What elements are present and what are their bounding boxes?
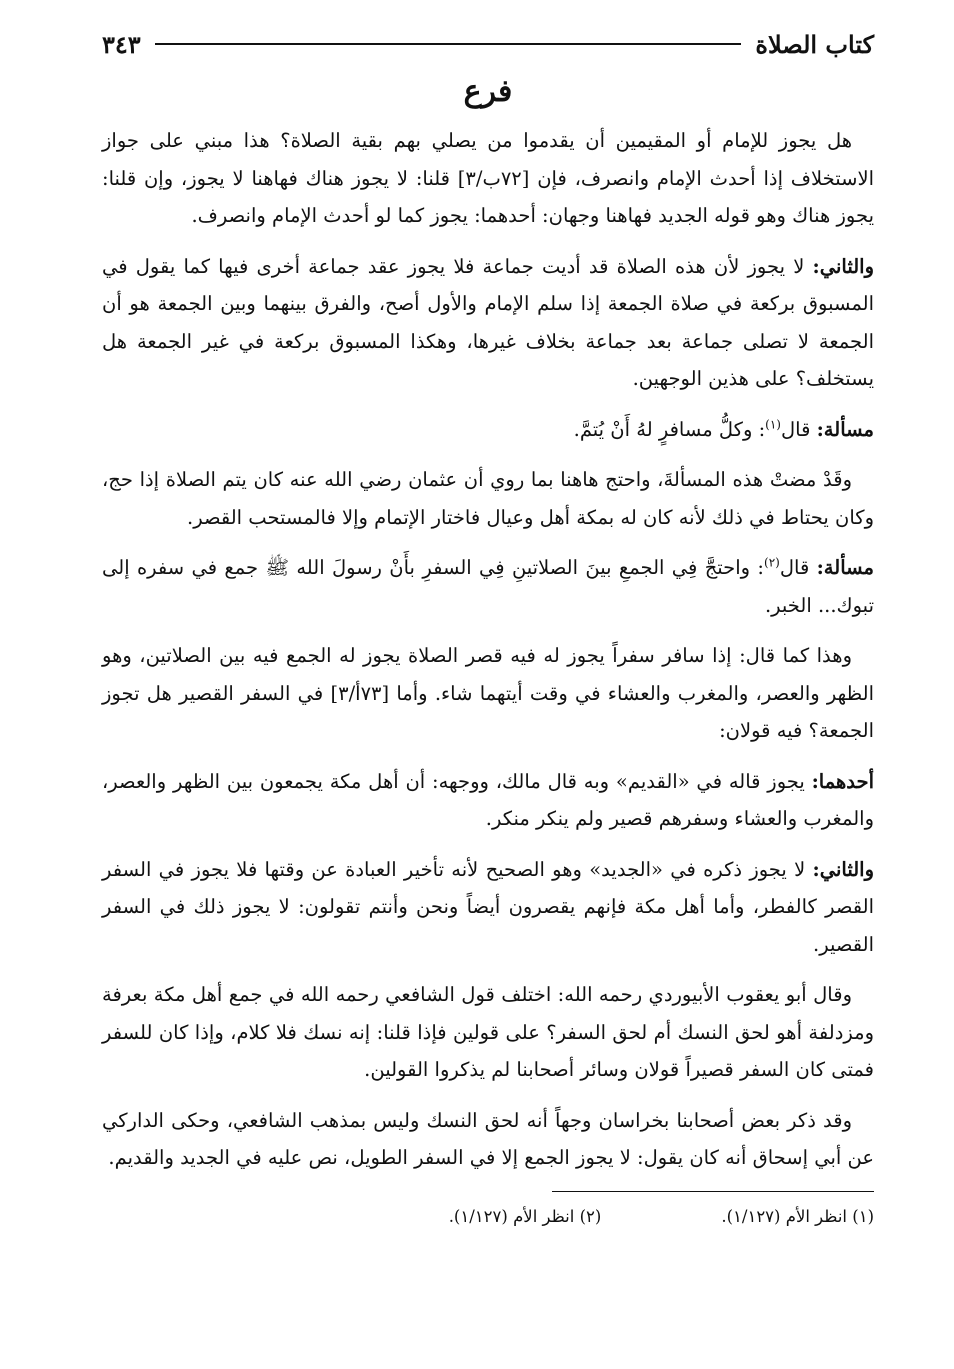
footnote-rule	[552, 1191, 874, 1192]
paragraph-lead: مسألة:	[816, 556, 874, 579]
paragraph-text: وقد ذكر بعض أصحابنا بخراسان وجهاً أنه لحق النسك وليس بمذهب الشافعي، وحكى الداركي عن أبي إسحاق أنه كان يقول: لا يجوز الجمع إلا في السفر الطويل، نص عليه في الجديد والقديم.	[102, 1108, 874, 1169]
paragraph	[102, 248, 874, 398]
paragraph-text: يجوز قاله في «القديم» وبه قال مالك، ووجهه: أن أهل مكة يجمعون بين الظهر والعصر، والمغرب والعشاء وسفرهم قصير ولم ينكر منكر.	[102, 769, 874, 830]
running-header	[102, 24, 874, 64]
paragraph	[102, 637, 874, 750]
paragraph-text: وهذا كما قال: إذا سافر سفراً يجوز له فيه قصر الصلاة يجوز له الجمع فيه بين الصلاتين، وهو الظهر والعصر، والمغرب والعشاء في وقت أيتهما شاء. وأما [٧٣أ/٣] في السفر القصير هل تجوز الجمعة؟ فيه قولان:	[102, 644, 875, 742]
footnote-ref: (١)	[765, 417, 781, 431]
paragraph	[102, 549, 874, 624]
footnote: (١) انظر الأم (١/١٢٧).	[721, 1206, 874, 1226]
paragraph	[102, 851, 874, 964]
paragraph-text: : وكلُّ مسافرٍ لهُ أَنْ يُتمَّ.	[573, 417, 766, 441]
paragraph-lead: والثاني:	[812, 857, 874, 881]
paragraph	[102, 1102, 874, 1177]
paragraph	[102, 976, 874, 1089]
paragraph	[102, 461, 874, 536]
paragraph	[102, 411, 874, 449]
body-text	[102, 122, 874, 1177]
paragraph-text: وقَدْ مضتْ هذه المسألةَ، واحتج هاهنا بما روي أن عثمان رضي الله عنه كان يتم الصلاة إذا حج، وكان يحتاط في ذلك لأنه كان له بمكة أهل وعيال فاختار الإتمام وإلا فالمستحب القصر.	[102, 468, 874, 529]
header-rule	[155, 43, 742, 45]
paragraph-text: لا يجوز ذكره في «الجديد» وهو الصحيح لأنه تأخير العبادة عن وقتها فلا يجوز في السفر القصر كالفطر، وأما أهل مكة فإنهم يقصرون أيضاً ونحن وأنتم تقولون: لا يجوز ذلك في السفر القصير.	[102, 857, 874, 956]
book-page	[102, 24, 874, 1232]
paragraph-text: وقال أبو يعقوب الأبيوردي رحمه الله: اختلف قول الشافعي رحمه الله في جمع أهل مكة بعرفة ومزدلفة أهو لحق النسك أم لحق السفر؟ على قولين فإذا قلنا: إنه نسك فلا كلام، وإذا كان للسفر فمتى كان السفر قصيراً قولان وسائر أصحابنا لم يذكروا القولين.	[102, 983, 874, 1081]
paragraph-text: لا يجوز لأن هذه الصلاة قد أديت جماعة فلا يجوز عقد جماعة أخرى فيها كما يقول في المسبوق بركعة في صلاة الجمعة إذا سلم الإمام والأول أصح، والفرق بينهما وبين الجمعة هو أن الجمعة لا تصلى جماعة بعد جماعة بخلاف غيرها، وهكذا المسبوق بركعة في غير الجمعة هل يستخلف؟ على هذين الوجهين.	[102, 254, 874, 390]
paragraph-text: هل يجوز للإمام أو المقيمين أن يقدموا من يصلي بهم بقية الصلاة؟ هذا مبني على جواز الاستخلاف إذا أحدث الإمام وانصرف، فإن [٧٢ب/٣] قلنا: لا يجوز هناك فهاهنا لا يجوز، وإن قلنا: يجوز هناك وهو قوله الجديد فهاهنا وجهان: أحدهما: يجوز كما لو أحدث الإمام وانصرف.	[102, 129, 874, 227]
book-title: كتاب الصلاة	[755, 29, 874, 59]
paragraph-text: : واحتجَّ فِي الجمعِ بينَ الصلاتينِ فِي السفرِ بأَنْ رسولَ الله ﷺ جمع في سفره إلى تبوك... الخبر.	[102, 556, 874, 617]
page-number: ٣٤٣	[102, 29, 141, 59]
paragraph	[102, 122, 874, 235]
footnote: (٢) انظر الأم (١/١٢٧).	[448, 1206, 602, 1226]
paragraph-lead: والثاني:	[812, 254, 874, 278]
paragraph	[102, 763, 874, 838]
paragraph-lead: أحدهما:	[811, 769, 874, 793]
paragraph-pre: قال	[779, 556, 817, 579]
paragraph-lead: مسألة:	[816, 417, 874, 441]
footnote-ref: (٢)	[764, 555, 780, 570]
section-heading: فرع	[463, 74, 513, 109]
footnotes	[102, 1202, 874, 1232]
paragraph-pre: قال	[780, 417, 817, 441]
